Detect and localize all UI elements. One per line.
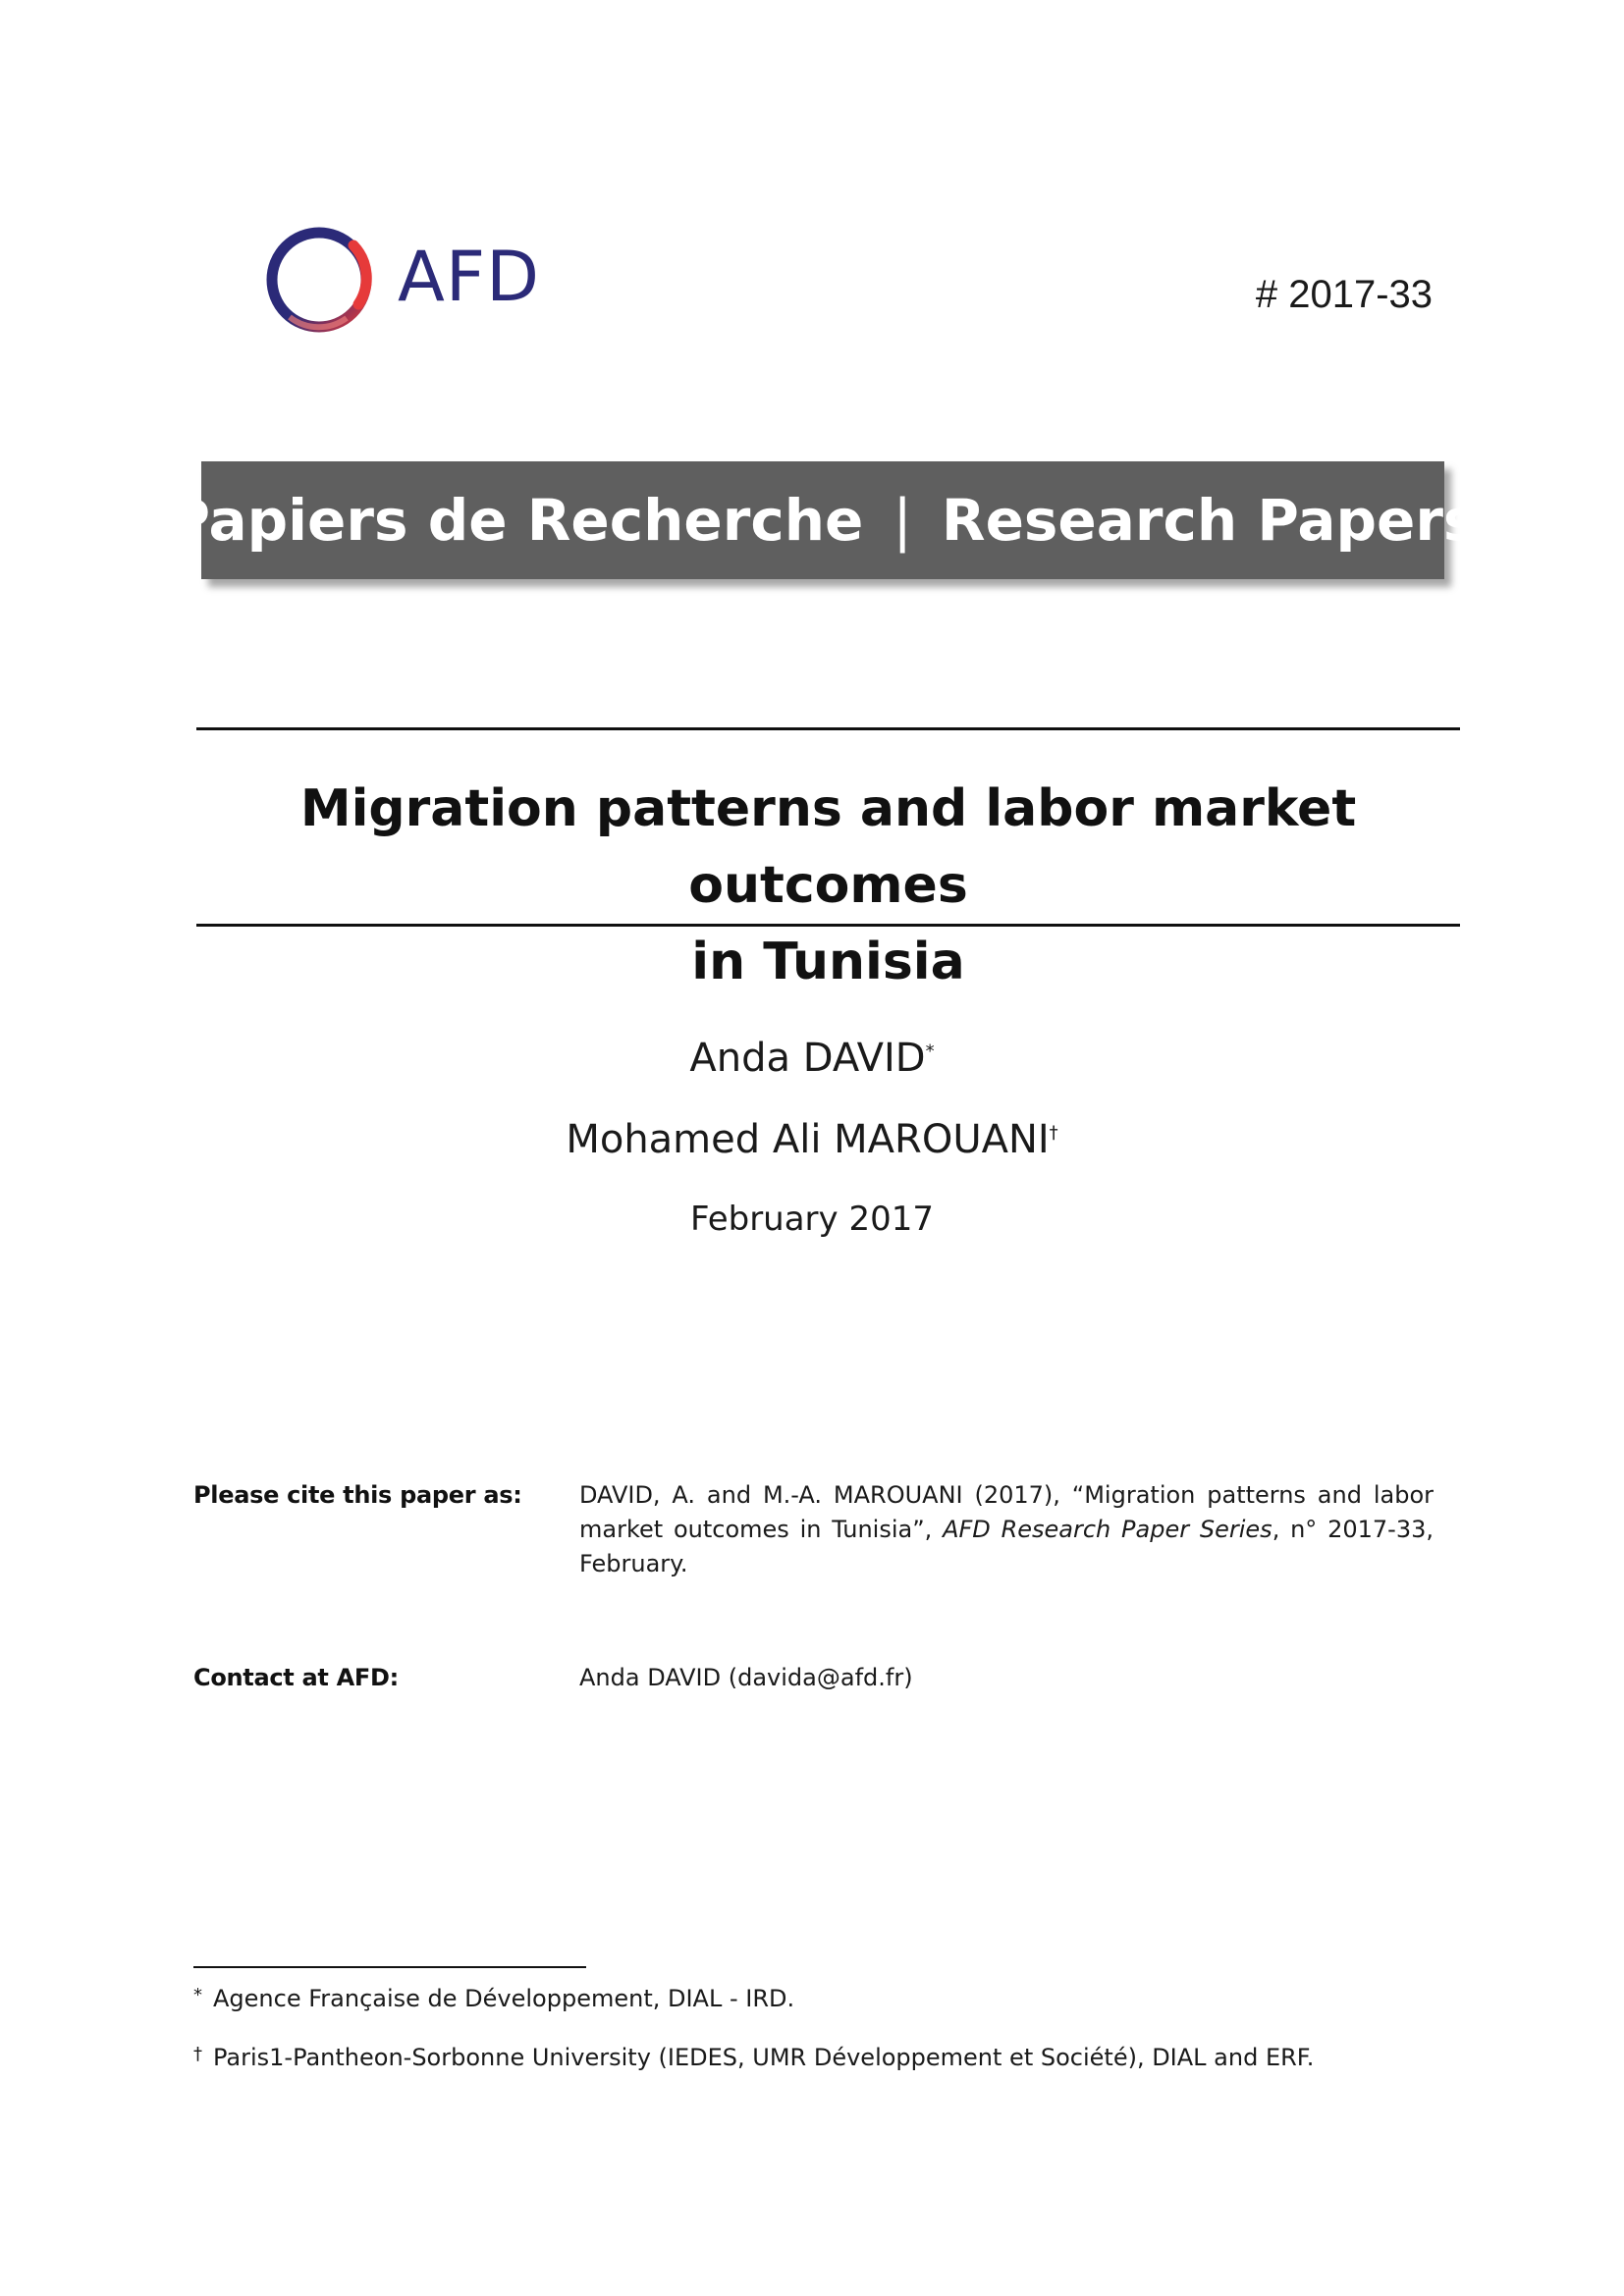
banner-right-text: Research Papers (941, 487, 1478, 554)
title-rule-bottom (196, 924, 1460, 927)
contact-label: Contact at AFD: (193, 1664, 399, 1691)
citation-series: AFD Research Paper Series (943, 1516, 1272, 1543)
author-1-mark: * (925, 1041, 935, 1062)
afd-logo-ring-icon (260, 221, 378, 339)
footnote-1-text: Agence Française de Développement, DIAL - IRD. (213, 1985, 795, 2012)
citation-text (579, 1478, 1434, 1581)
footnote-1 (193, 1985, 794, 2012)
banner-separator: | (893, 487, 912, 554)
footnote-2 (193, 2044, 1314, 2071)
banner-left-text: Papiers de Recherche (168, 487, 864, 554)
author-1 (0, 1036, 1624, 1081)
contact-value: Anda DAVID (davida@afd.fr) (579, 1664, 913, 1691)
author-2 (0, 1117, 1624, 1162)
afd-logo-text: AFD (398, 237, 541, 317)
author-2-mark: † (1049, 1122, 1058, 1144)
title-line-2: in Tunisia (691, 933, 965, 991)
citation-label: Please cite this paper as: (193, 1481, 522, 1509)
footnote-2-text: Paris1-Pantheon-Sorbonne University (IEDES, UMR Développement et Société), DIAL and ERF. (213, 2044, 1315, 2071)
footnote-2-mark: † (193, 2044, 202, 2064)
citation-text-after: , n° 2017-33, February. (579, 1516, 1435, 1577)
author-1-name: Anda DAVID (689, 1036, 926, 1081)
footnote-1-mark: * (193, 1985, 202, 2005)
series-banner (168, 461, 1478, 579)
afd-logo (260, 221, 555, 339)
title-line-1: Migration patterns and labor market outcomes (299, 779, 1357, 915)
citation-text-before: DAVID, A. and M.-A. MAROUANI (2017), “Migration patterns and labor market outcomes in Tunisia”, (579, 1481, 1434, 1543)
publication-date: February 2017 (690, 1200, 934, 1239)
author-2-name: Mohamed Ali MAROUANI (566, 1117, 1050, 1162)
footnote-rule (193, 1966, 586, 1968)
paper-number: # 2017-33 (1255, 273, 1433, 316)
paper-title (196, 771, 1460, 1000)
title-rule-top (196, 727, 1460, 730)
